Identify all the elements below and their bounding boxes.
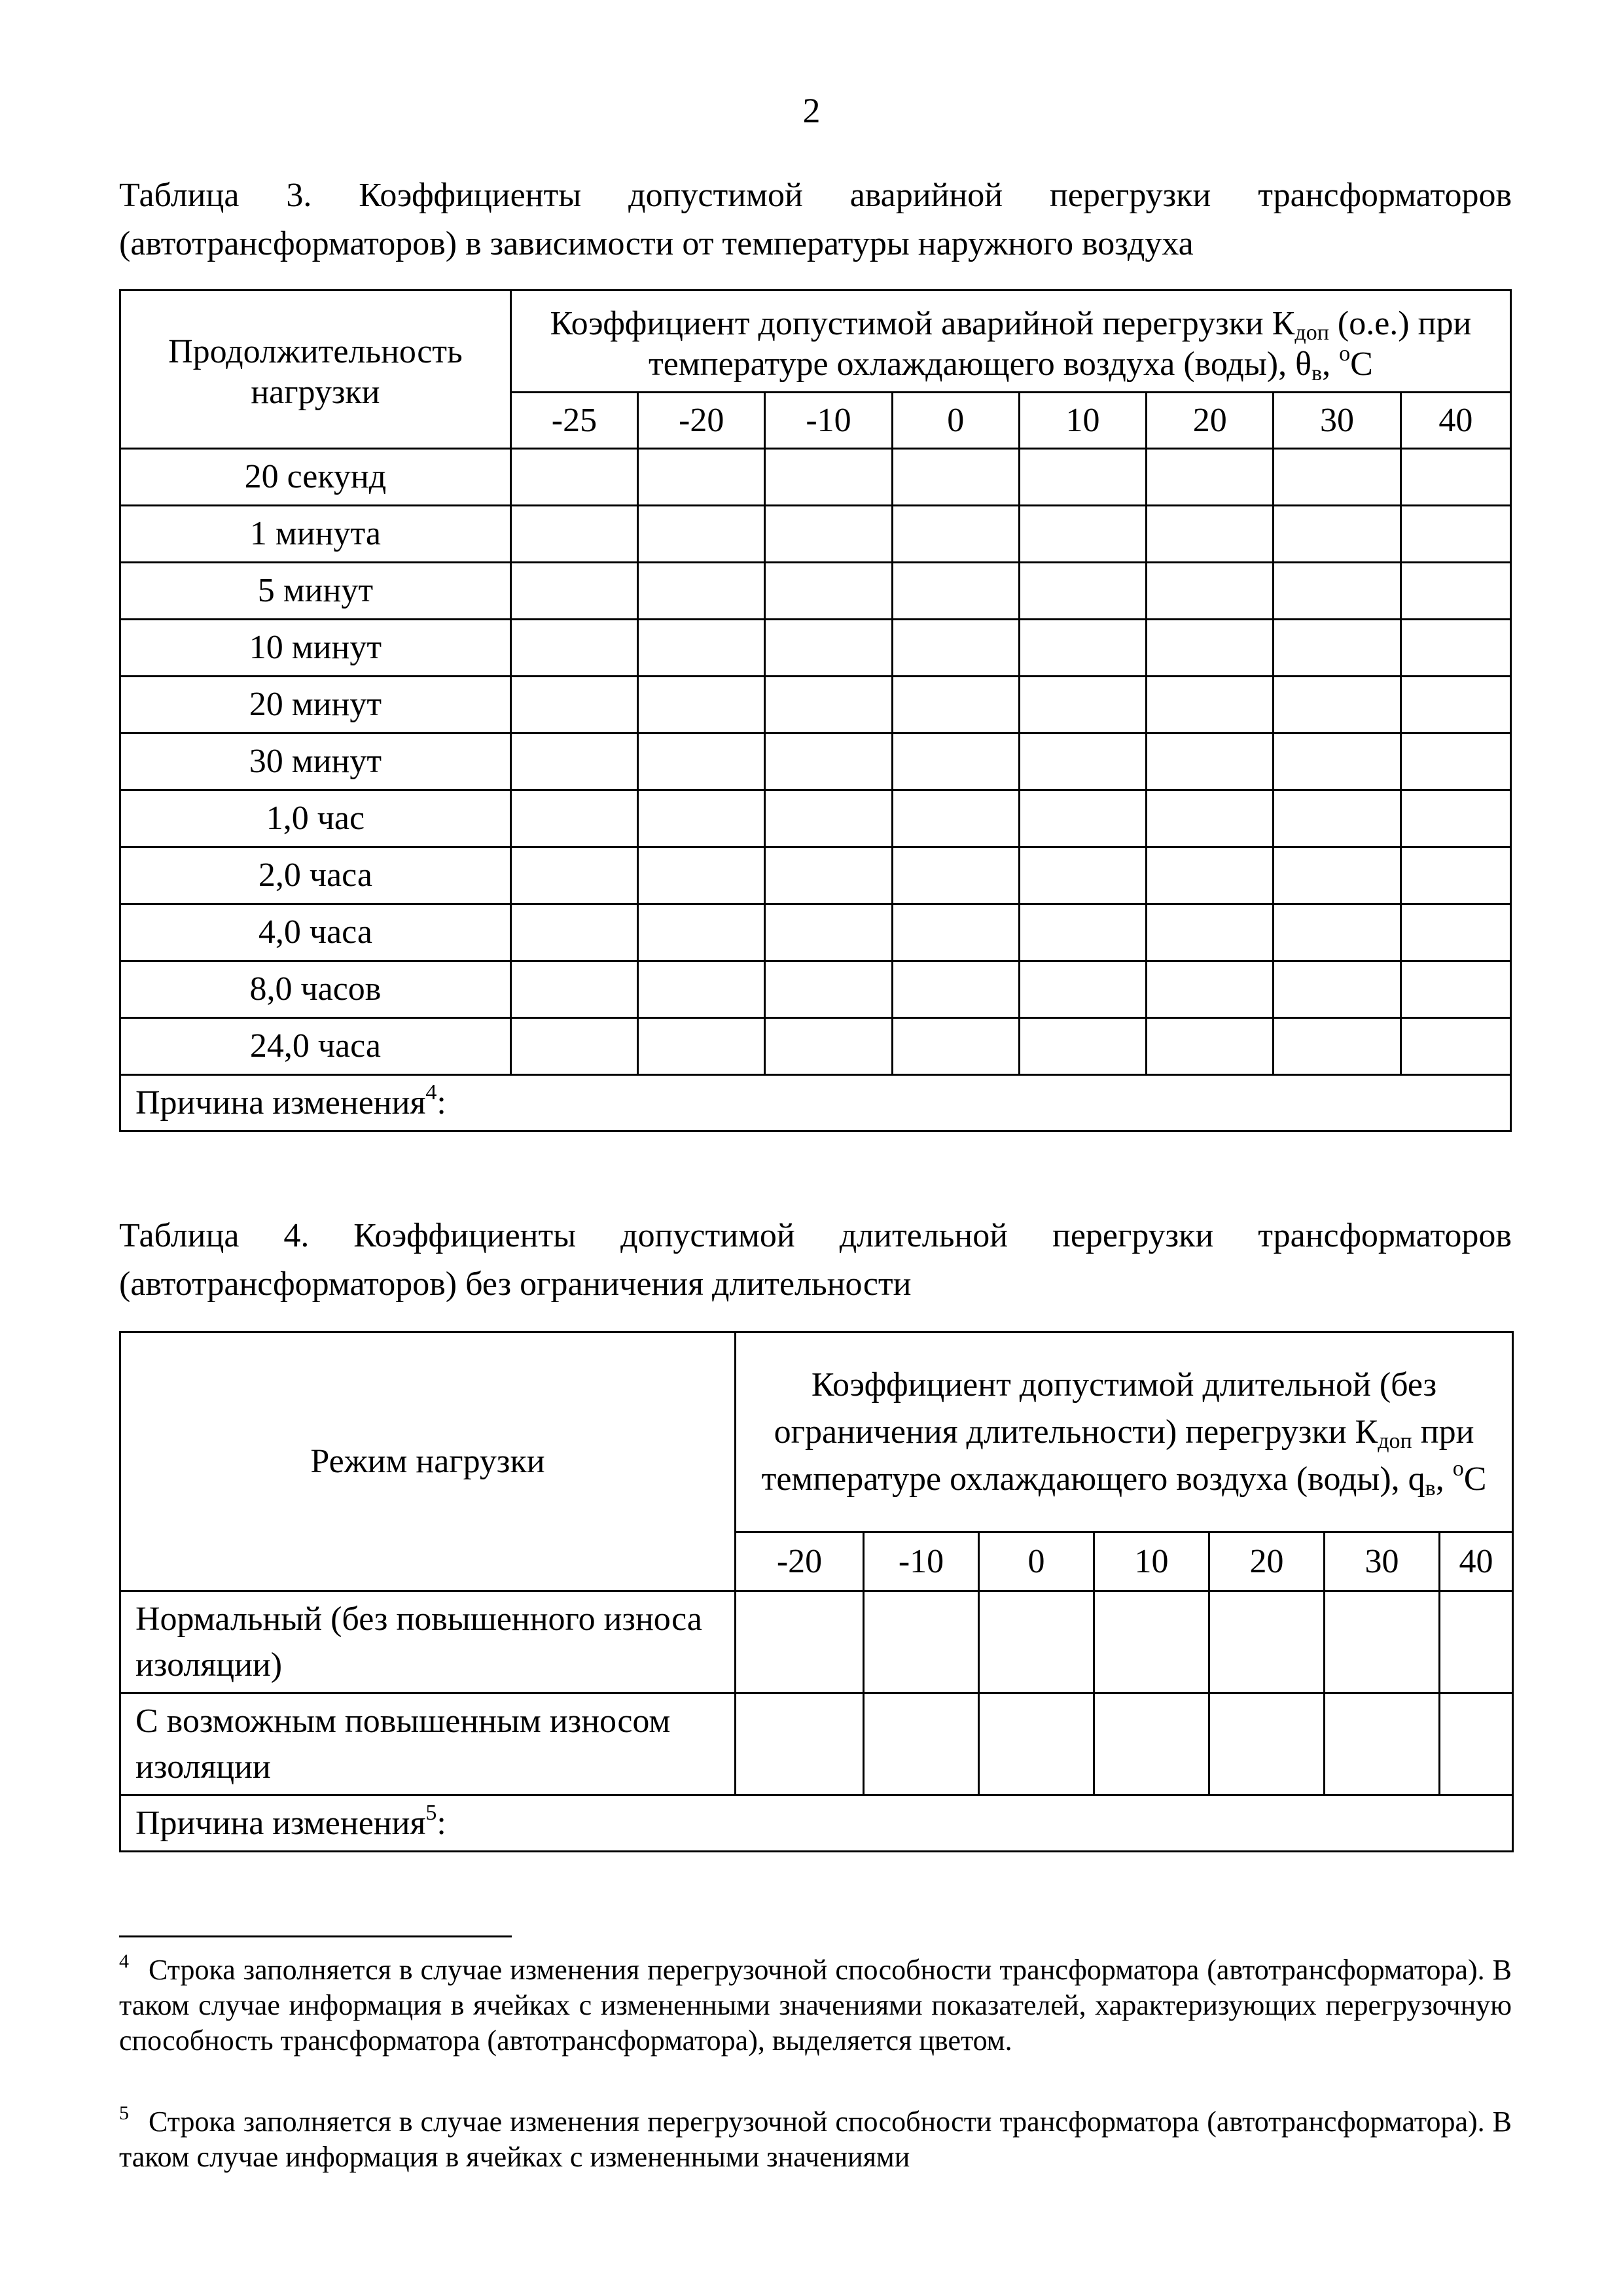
table3-value-cell[interactable] xyxy=(1400,961,1510,1018)
table3-duration-cell: 1 минута xyxy=(120,506,511,563)
table3-value-cell[interactable] xyxy=(1019,506,1146,563)
table3-value-cell[interactable] xyxy=(638,449,765,506)
table3-value-cell[interactable] xyxy=(1274,563,1400,620)
table3-value-cell[interactable] xyxy=(638,1018,765,1075)
table4-coef-header: Коэффициент допустимой длительной (без ограничения длительности) перегрузки $К_{доп}$ при температуре охлаждающего воздуха (воды), $q_в$, $^o$С xyxy=(736,1332,1513,1532)
table3-value-cell[interactable] xyxy=(1019,563,1146,620)
table3-value-cell[interactable] xyxy=(510,847,637,904)
table3-duration-cell: 1,0 час xyxy=(120,790,511,847)
table3-row xyxy=(120,733,1511,790)
table3-value-cell[interactable] xyxy=(510,620,637,677)
table3-value-cell[interactable] xyxy=(1019,904,1146,961)
table3-duration-cell: 4,0 часа xyxy=(120,904,511,961)
table4-temp-header: 0 xyxy=(979,1532,1094,1591)
table4-mode-cell: С возможным повышенным износом изоляции xyxy=(120,1693,736,1795)
table3-value-cell[interactable] xyxy=(510,733,637,790)
table4-value-cell[interactable] xyxy=(736,1591,864,1693)
table3-row xyxy=(120,677,1511,733)
table4-value-cell[interactable] xyxy=(864,1591,979,1693)
table3-value-cell[interactable] xyxy=(765,563,892,620)
table3-value-cell[interactable] xyxy=(765,733,892,790)
table3-value-cell[interactable] xyxy=(892,904,1019,961)
table3-value-cell[interactable] xyxy=(892,449,1019,506)
table3-value-cell[interactable] xyxy=(1274,677,1400,733)
table3-value-cell[interactable] xyxy=(1274,449,1400,506)
table3-value-cell[interactable] xyxy=(638,563,765,620)
table3-temp-header: 40 xyxy=(1400,393,1510,449)
table3-value-cell[interactable] xyxy=(1019,620,1146,677)
table4-value-cell[interactable] xyxy=(1440,1591,1513,1693)
table3-duration-cell: 2,0 часа xyxy=(120,847,511,904)
table3-value-cell[interactable] xyxy=(765,847,892,904)
table3-value-cell[interactable] xyxy=(1147,563,1274,620)
table3-value-cell[interactable] xyxy=(892,961,1019,1018)
table3-row xyxy=(120,449,1511,506)
table3-temp-header: -25 xyxy=(510,393,637,449)
table3-value-cell[interactable] xyxy=(1147,904,1274,961)
table3-value-cell[interactable] xyxy=(765,904,892,961)
table4-caption: Таблица 4. Коэффициенты допустимой длительной перегрузки трансформаторов (автотрансформаторов) без ограничения длительности xyxy=(119,1217,1512,1303)
table3-value-cell[interactable] xyxy=(510,790,637,847)
table3 xyxy=(119,289,1512,1132)
table4-temp-header: -20 xyxy=(736,1532,864,1591)
table3-value-cell[interactable] xyxy=(510,961,637,1018)
table3-value-cell[interactable] xyxy=(1019,1018,1146,1075)
table3-value-cell[interactable] xyxy=(638,904,765,961)
table3-value-cell[interactable] xyxy=(638,847,765,904)
table3-value-cell[interactable] xyxy=(510,449,637,506)
table3-value-cell[interactable] xyxy=(1147,677,1274,733)
footnote-4: $^4$ Строка заполняется в случае изменения перегрузочной способности трансформатора (автотрансформатора). В таком случае информация в ячейках с измененными значениями показателей, характеризующих перегрузочную способность трансформатора (автотрансформатора), выделяется цветом. xyxy=(119,1951,1512,2057)
table4-value-cell[interactable] xyxy=(1325,1693,1440,1795)
table3-value-cell[interactable] xyxy=(1274,1018,1400,1075)
table3-value-cell[interactable] xyxy=(892,677,1019,733)
table3-value-cell[interactable] xyxy=(1400,677,1510,733)
table3-value-cell[interactable] xyxy=(892,847,1019,904)
table3-temp-header: 20 xyxy=(1147,393,1274,449)
table3-row xyxy=(120,904,1511,961)
table4-temp-header: 40 xyxy=(1440,1532,1513,1591)
table3-value-cell[interactable] xyxy=(892,506,1019,563)
table3-value-cell[interactable] xyxy=(1147,733,1274,790)
table3-value-cell[interactable] xyxy=(638,790,765,847)
table3-value-cell[interactable] xyxy=(1147,790,1274,847)
table4 xyxy=(119,1331,1514,1852)
table3-value-cell[interactable] xyxy=(1147,506,1274,563)
table3-value-cell[interactable] xyxy=(510,563,637,620)
table3-row xyxy=(120,620,1511,677)
table3-value-cell[interactable] xyxy=(892,563,1019,620)
table3-value-cell[interactable] xyxy=(1019,449,1146,506)
table3-duration-cell: 30 минут xyxy=(120,733,511,790)
table3-value-cell[interactable] xyxy=(638,733,765,790)
table3-value-cell[interactable] xyxy=(1274,961,1400,1018)
table3-duration-cell: 20 минут xyxy=(120,677,511,733)
table3-value-cell[interactable] xyxy=(1019,733,1146,790)
table3-caption: Таблица 3. Коэффициенты допустимой аварийной перегрузки трансформаторов (автотрансформаторов) в зависимости от температуры наружного воздуха xyxy=(119,177,1512,262)
table4-value-cell[interactable] xyxy=(979,1693,1094,1795)
table3-value-cell[interactable] xyxy=(765,620,892,677)
table3-value-cell[interactable] xyxy=(765,506,892,563)
table3-value-cell[interactable] xyxy=(1274,506,1400,563)
table4-value-cell[interactable] xyxy=(1094,1591,1209,1693)
table3-value-cell[interactable] xyxy=(638,677,765,733)
table3-duration-cell: 8,0 часов xyxy=(120,961,511,1018)
table4-mode-header: Режим нагрузки xyxy=(120,1332,736,1591)
table3-value-cell[interactable] xyxy=(1019,677,1146,733)
table3-value-cell[interactable] xyxy=(1400,847,1510,904)
table3-value-cell[interactable] xyxy=(765,1018,892,1075)
table3-value-cell[interactable] xyxy=(1400,1018,1510,1075)
table3-value-cell[interactable] xyxy=(1274,620,1400,677)
table4-value-cell[interactable] xyxy=(736,1693,864,1795)
table3-reason-row: Причина изменения$^4$: xyxy=(120,1075,1511,1131)
table3-coef-header: Коэффициент допустимой аварийной перегрузки $К_{доп}$ (о.е.) при температуре охлаждающего воздуха (воды), $\theta_в$, $^o$С xyxy=(510,291,1510,393)
table3-row xyxy=(120,563,1511,620)
table3-value-cell[interactable] xyxy=(1147,847,1274,904)
table3-temp-header: -10 xyxy=(765,393,892,449)
table3-duration-header: Продолжительность нагрузки xyxy=(120,291,511,449)
table3-value-cell[interactable] xyxy=(638,620,765,677)
table3-value-cell[interactable] xyxy=(1400,904,1510,961)
table3-value-cell[interactable] xyxy=(1274,733,1400,790)
table3-value-cell[interactable] xyxy=(638,506,765,563)
table3-value-cell[interactable] xyxy=(1400,790,1510,847)
table3-value-cell[interactable] xyxy=(510,677,637,733)
table4-value-cell[interactable] xyxy=(1209,1693,1325,1795)
table4-value-cell[interactable] xyxy=(979,1591,1094,1693)
table4-mode-cell: Нормальный (без повышенного износа изоляции) xyxy=(120,1591,736,1693)
table3-value-cell[interactable] xyxy=(1400,449,1510,506)
page-number: 2 xyxy=(802,91,821,130)
table3-duration-cell: 24,0 часа xyxy=(120,1018,511,1075)
table4-value-cell[interactable] xyxy=(1440,1693,1513,1795)
table3-value-cell[interactable] xyxy=(765,790,892,847)
table3-row xyxy=(120,961,1511,1018)
table3-value-cell[interactable] xyxy=(1147,449,1274,506)
table3-temp-header: 0 xyxy=(892,393,1019,449)
table3-value-cell[interactable] xyxy=(765,449,892,506)
table3-value-cell[interactable] xyxy=(1274,790,1400,847)
table3-value-cell[interactable] xyxy=(892,790,1019,847)
table3-value-cell[interactable] xyxy=(1019,790,1146,847)
table3-value-cell[interactable] xyxy=(510,1018,637,1075)
table3-duration-cell: 10 минут xyxy=(120,620,511,677)
table4-temp-header: 30 xyxy=(1325,1532,1440,1591)
table4-row xyxy=(120,1591,1513,1693)
table3-value-cell[interactable] xyxy=(1274,904,1400,961)
table4-value-cell[interactable] xyxy=(1094,1693,1209,1795)
table3-value-cell[interactable] xyxy=(892,733,1019,790)
table3-row xyxy=(120,847,1511,904)
table4-value-cell[interactable] xyxy=(864,1693,979,1795)
table4-temp-header: 20 xyxy=(1209,1532,1325,1591)
table3-value-cell[interactable] xyxy=(765,961,892,1018)
table3-temp-header: 30 xyxy=(1274,393,1400,449)
table3-value-cell[interactable] xyxy=(1019,961,1146,1018)
table3-temp-header: 10 xyxy=(1019,393,1146,449)
table3-value-cell[interactable] xyxy=(1147,961,1274,1018)
table4-row xyxy=(120,1693,1513,1795)
table3-value-cell[interactable] xyxy=(892,620,1019,677)
table3-value-cell[interactable] xyxy=(1400,620,1510,677)
table3-row xyxy=(120,506,1511,563)
table4-value-cell[interactable] xyxy=(1209,1591,1325,1693)
table3-duration-cell: 20 секунд xyxy=(120,449,511,506)
footnote-separator xyxy=(119,1935,512,1937)
table3-value-cell[interactable] xyxy=(1147,1018,1274,1075)
table3-value-cell[interactable] xyxy=(1400,506,1510,563)
table4-value-cell[interactable] xyxy=(1325,1591,1440,1693)
table3-value-cell[interactable] xyxy=(1274,847,1400,904)
table3-value-cell[interactable] xyxy=(765,677,892,733)
table4-reason-row: Причина изменения$^5$: xyxy=(120,1795,1513,1852)
footnote-5: $^5$ Строка заполняется в случае изменения перегрузочной способности трансформатора (автотрансформатора). В таком случае информация в ячейках с измененными значениями xyxy=(119,2102,1512,2173)
table3-row xyxy=(120,790,1511,847)
table4-temp-header: -10 xyxy=(864,1532,979,1591)
table3-value-cell[interactable] xyxy=(638,961,765,1018)
table3-row xyxy=(120,1018,1511,1075)
table3-temp-header: -20 xyxy=(638,393,765,449)
table4-temp-header: 10 xyxy=(1094,1532,1209,1591)
table3-value-cell[interactable] xyxy=(510,506,637,563)
table3-duration-cell: 5 минут xyxy=(120,563,511,620)
table3-value-cell[interactable] xyxy=(510,904,637,961)
table3-value-cell[interactable] xyxy=(1147,620,1274,677)
table3-value-cell[interactable] xyxy=(1400,563,1510,620)
table3-value-cell[interactable] xyxy=(1400,733,1510,790)
table3-value-cell[interactable] xyxy=(892,1018,1019,1075)
table3-value-cell[interactable] xyxy=(1019,847,1146,904)
